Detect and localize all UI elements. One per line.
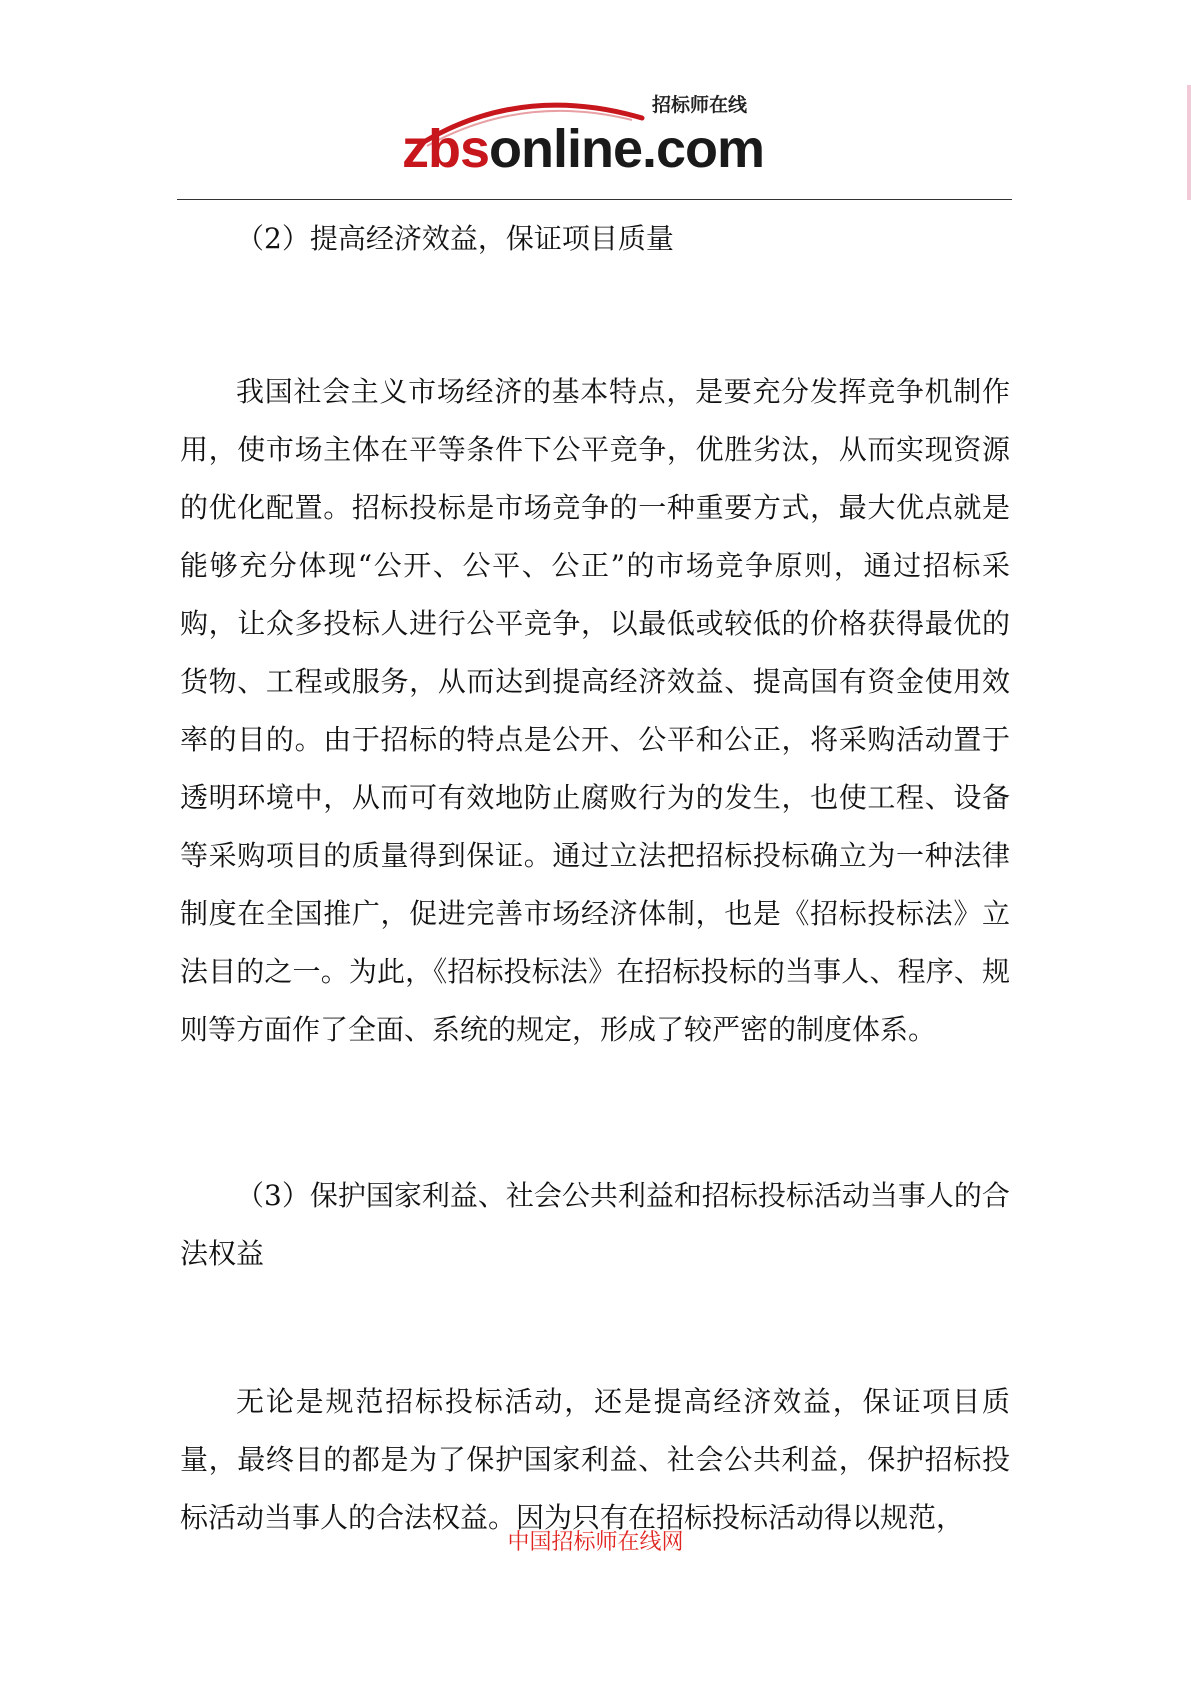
page-header xyxy=(177,80,1012,200)
logo-wordmark-black: online.com xyxy=(489,119,765,179)
section-heading-3: （3）保护国家利益、社会公共利益和招标投标活动当事人的合法权益 xyxy=(180,1179,1010,1270)
site-logo xyxy=(402,88,782,183)
body-paragraph-1: 我国社会主义市场经济的基本特点，是要充分发挥竞争机制作用，使市场主体在平等条件下公平竞争，优胜劣汰，从而实现资源的优化配置。招标投标是市场竞争的一种重要方式，最大优点就是能够充分体现“公开、公平、公正”的市场竞争原则，通过招标采购，让众多投标人进行公平竞争，以最低或较低的价格获得最优的货物、工程或服务，从而达到提高经济效益、提高国有资金使用效率的目的。由于招标的特点是公开、公平和公正，将采购活动置于透明环境中，从而可有效地防止腐败行为的发生，也使工程、设备等采购项目的质量得到保证。通过立法把招标投标确立为一种法律制度在全国推广，促进完善市场经济体制，也是《招标投标法》立法目的之一。为此，《招标投标法》在招标投标的当事人、程序、规则等方面作了全面、系统的规定，形成了较严密的制度体系。 xyxy=(180,375,1010,1046)
page-edge-mark xyxy=(1187,85,1191,200)
section-heading-2: （2）提高经济效益，保证项目质量 xyxy=(236,222,674,255)
page-footer: 中国招标师在线网 xyxy=(507,1530,684,1555)
logo-wordmark-red: zbs xyxy=(402,119,490,179)
header-divider xyxy=(177,199,1012,200)
body-paragraph-2: 无论是规范招标投标活动，还是提高经济效益，保证项目质量，最终目的都是为了保护国家利益、社会公共利益，保护招标投标活动当事人的合法权益。因为只有在招标投标活动得以规范， xyxy=(180,1385,1010,1534)
logo-wordmark xyxy=(402,118,764,180)
logo-tagline: 招标师在线 xyxy=(652,94,748,116)
document-body xyxy=(180,210,1010,1547)
